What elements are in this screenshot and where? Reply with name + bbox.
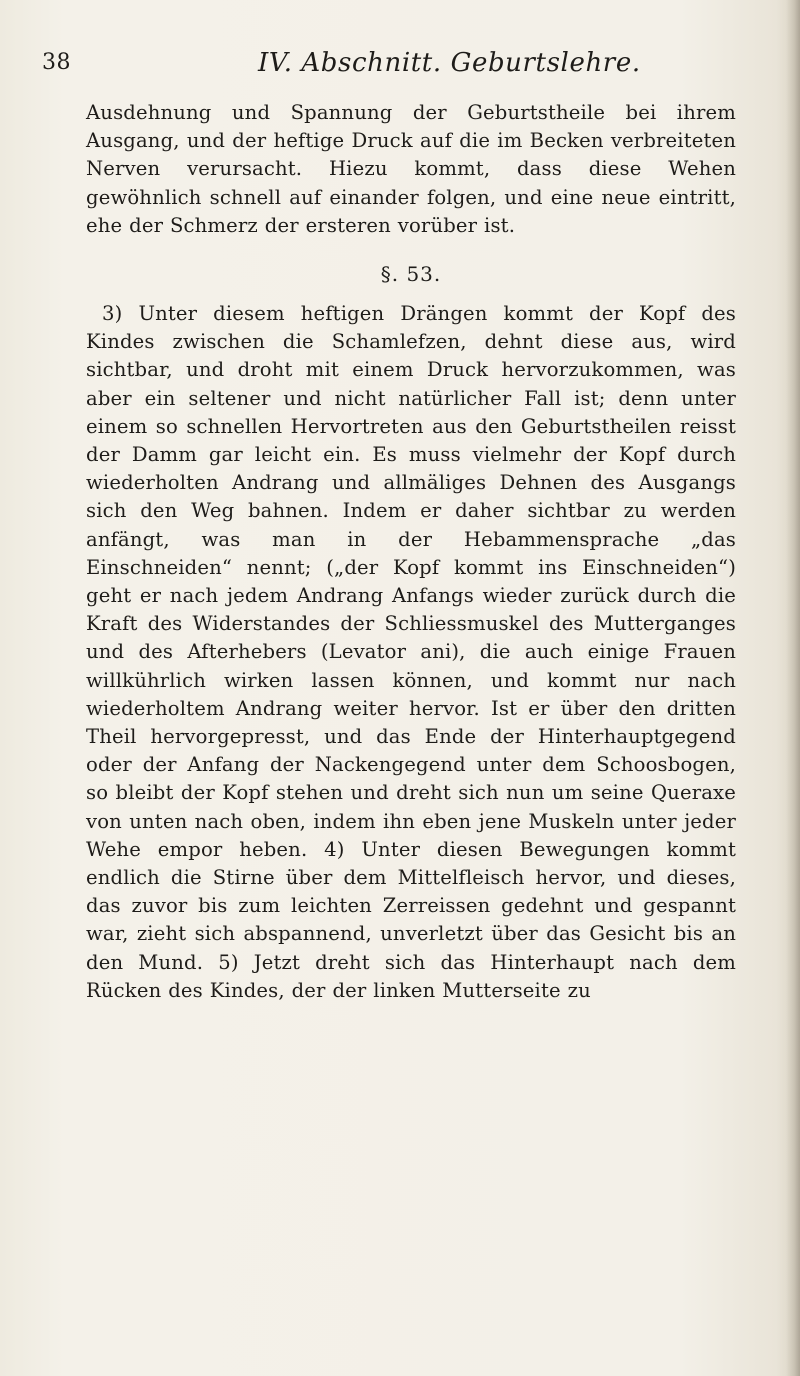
- paragraph-continuation: Ausdehnung und Spannung der Geburtstheile bei ihrem Ausgang, und der heftige Druck auf die im Becken verbreiteten Nerven verursacht. Hiezu kommt, dass diese Wehen gewöhnlich schnell auf einander folgen, und eine neue eintritt, ehe der Schmerz der ersteren vorüber ist.: [86, 101, 736, 237]
- page-edge-shadow: [786, 0, 800, 1376]
- body-text: [86, 99, 736, 1005]
- paragraph-section-53: 3) Unter diesem heftigen Drängen kommt der Kopf des Kindes zwischen die Schamlefzen, dehnt diese aus, wird sichtbar, und droht mit einem Druck hervorzukommen, was aber ein seltener und nicht natürlicher Fall ist; denn unter einem so schnellen Hervortreten aus den Geburtstheilen reisst der Damm gar leicht ein. Es muss vielmehr der Kopf durch wiederholten Andrang und allmäliges Dehnen des Ausgangs sich den Weg bahnen. Indem er daher sichtbar zu werden anfängt, was man in der Hebammensprache „das Einschneiden“ nennt; („der Kopf kommt ins Einschneiden“) geht er nach jedem Andrang Anfangs wieder zurück durch die Kraft des Widerstandes der Schliessmuskel des Mutterganges und des Afterhebers (Levator ani), die auch einige Frauen willkührlich wirken lassen können, und kommt nur nach wiederholtem Andrang weiter hervor. Ist er über den dritten Theil hervorgepresst, und das Ende der Hinterhauptgegend oder der Anfang der Nackengegend unter dem Schoosbogen, so bleibt der Kopf stehen und dreht sich nun um seine Queraxe von unten nach oben, indem ihn eben jene Muskeln unter jeder Wehe empor heben. 4) Unter diesen Bewegungen kommt endlich die Stirne über dem Mittelfleisch hervor, und dieses, das zuvor bis zum leichten Zerreissen gedehnt und gespannt war, zieht sich abspannend, unverletzt über das Gesicht bis an den Mund. 5) Jetzt dreht sich das Hinterhaupt nach dem Rücken des Kindes, der der linken Mutterseite zu: [86, 302, 736, 1002]
- running-title: IV. Abschnitt. Geburtslehre.: [258, 48, 641, 78]
- page-number: 38: [42, 50, 71, 75]
- page-header: [42, 48, 742, 88]
- section-heading: §. 53.: [380, 262, 442, 287]
